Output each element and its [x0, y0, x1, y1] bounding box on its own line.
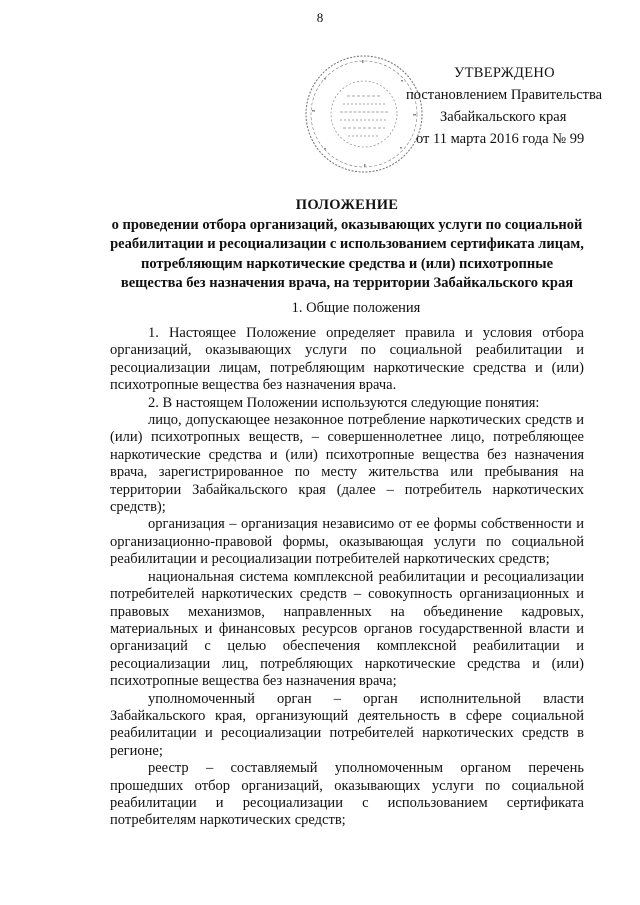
paragraph: уполномоченный орган – орган исполнительной власти Забайкальского края, организующий деятельность в сфере социальной реабилитации и ресоциализации потребителей наркотических средств в регионе;: [110, 690, 584, 759]
document-title-block: [110, 196, 584, 294]
section-heading: 1. Общие положения: [291, 300, 421, 316]
paragraph: лицо, допускающее незаконное потребление наркотических средств и (или) психотропных веществ, – совершеннолетнее лицо, потребляющее наркотические средства и (или) психотропные вещества без назначения врача, зарегистрированное по месту жительства или пребывания на территории Забайкальского края (далее – потребитель наркотических средств);: [110, 412, 584, 516]
approval-line-date: от 11 марта 2016 года № 99: [416, 131, 585, 147]
approval-line-resolution: постановлением Правительства: [406, 87, 603, 103]
document-body: [110, 325, 584, 830]
approval-stamp: [398, 62, 628, 150]
page-number: 8: [316, 10, 324, 25]
document-subtitle: о проведении отбора организаций, оказывающих услуги по социальной реабилитации и ресоциализации с использованием сертификата лицам, потребляющим наркотические средства и (или) психотропные вещества без назначения врача, на территории Забайкальского края: [110, 216, 584, 291]
paragraph: национальная система комплексной реабилитации и ресоциализации потребителей наркотических средств – совокупность организационных и правовых механизмов, направленных на объединение кадровых, материальных и финансовых ресурсов органов государственной власти и организаций с целью обеспечения комплексной реабилитации и ресоциализации лиц, потребляющих наркотические средства и (или) психотропные вещества без назначения врача;: [110, 568, 584, 690]
paragraph: организация – организация независимо от ее формы собственности и организационно-правовой формы, оказывающая услуги по социальной реабилитации и ресоциализации потребителей наркотических средств;: [110, 516, 584, 568]
document-title: ПОЛОЖЕНИЕ: [295, 197, 399, 213]
paragraph: 1. Настоящее Положение определяет правила и условия отбора организаций, оказывающих услуги по социальной реабилитации и ресоциализации лицам, потребляющим наркотические средства и (или) психотропные вещества без назначения врача.: [110, 325, 584, 394]
paragraph: реестр – составляемый уполномоченным органом перечень прошедших отбор организаций, оказывающих услуги по социальной реабилитации и ресоциализации с использованием сертификата потребителям наркотических средств;: [110, 760, 584, 829]
approval-line-region: Забайкальского края: [440, 109, 567, 125]
approval-approved-label: УТВЕРЖДЕНО: [454, 65, 555, 81]
paragraph: 2. В настоящем Положении используются следующие понятия:: [148, 394, 540, 411]
